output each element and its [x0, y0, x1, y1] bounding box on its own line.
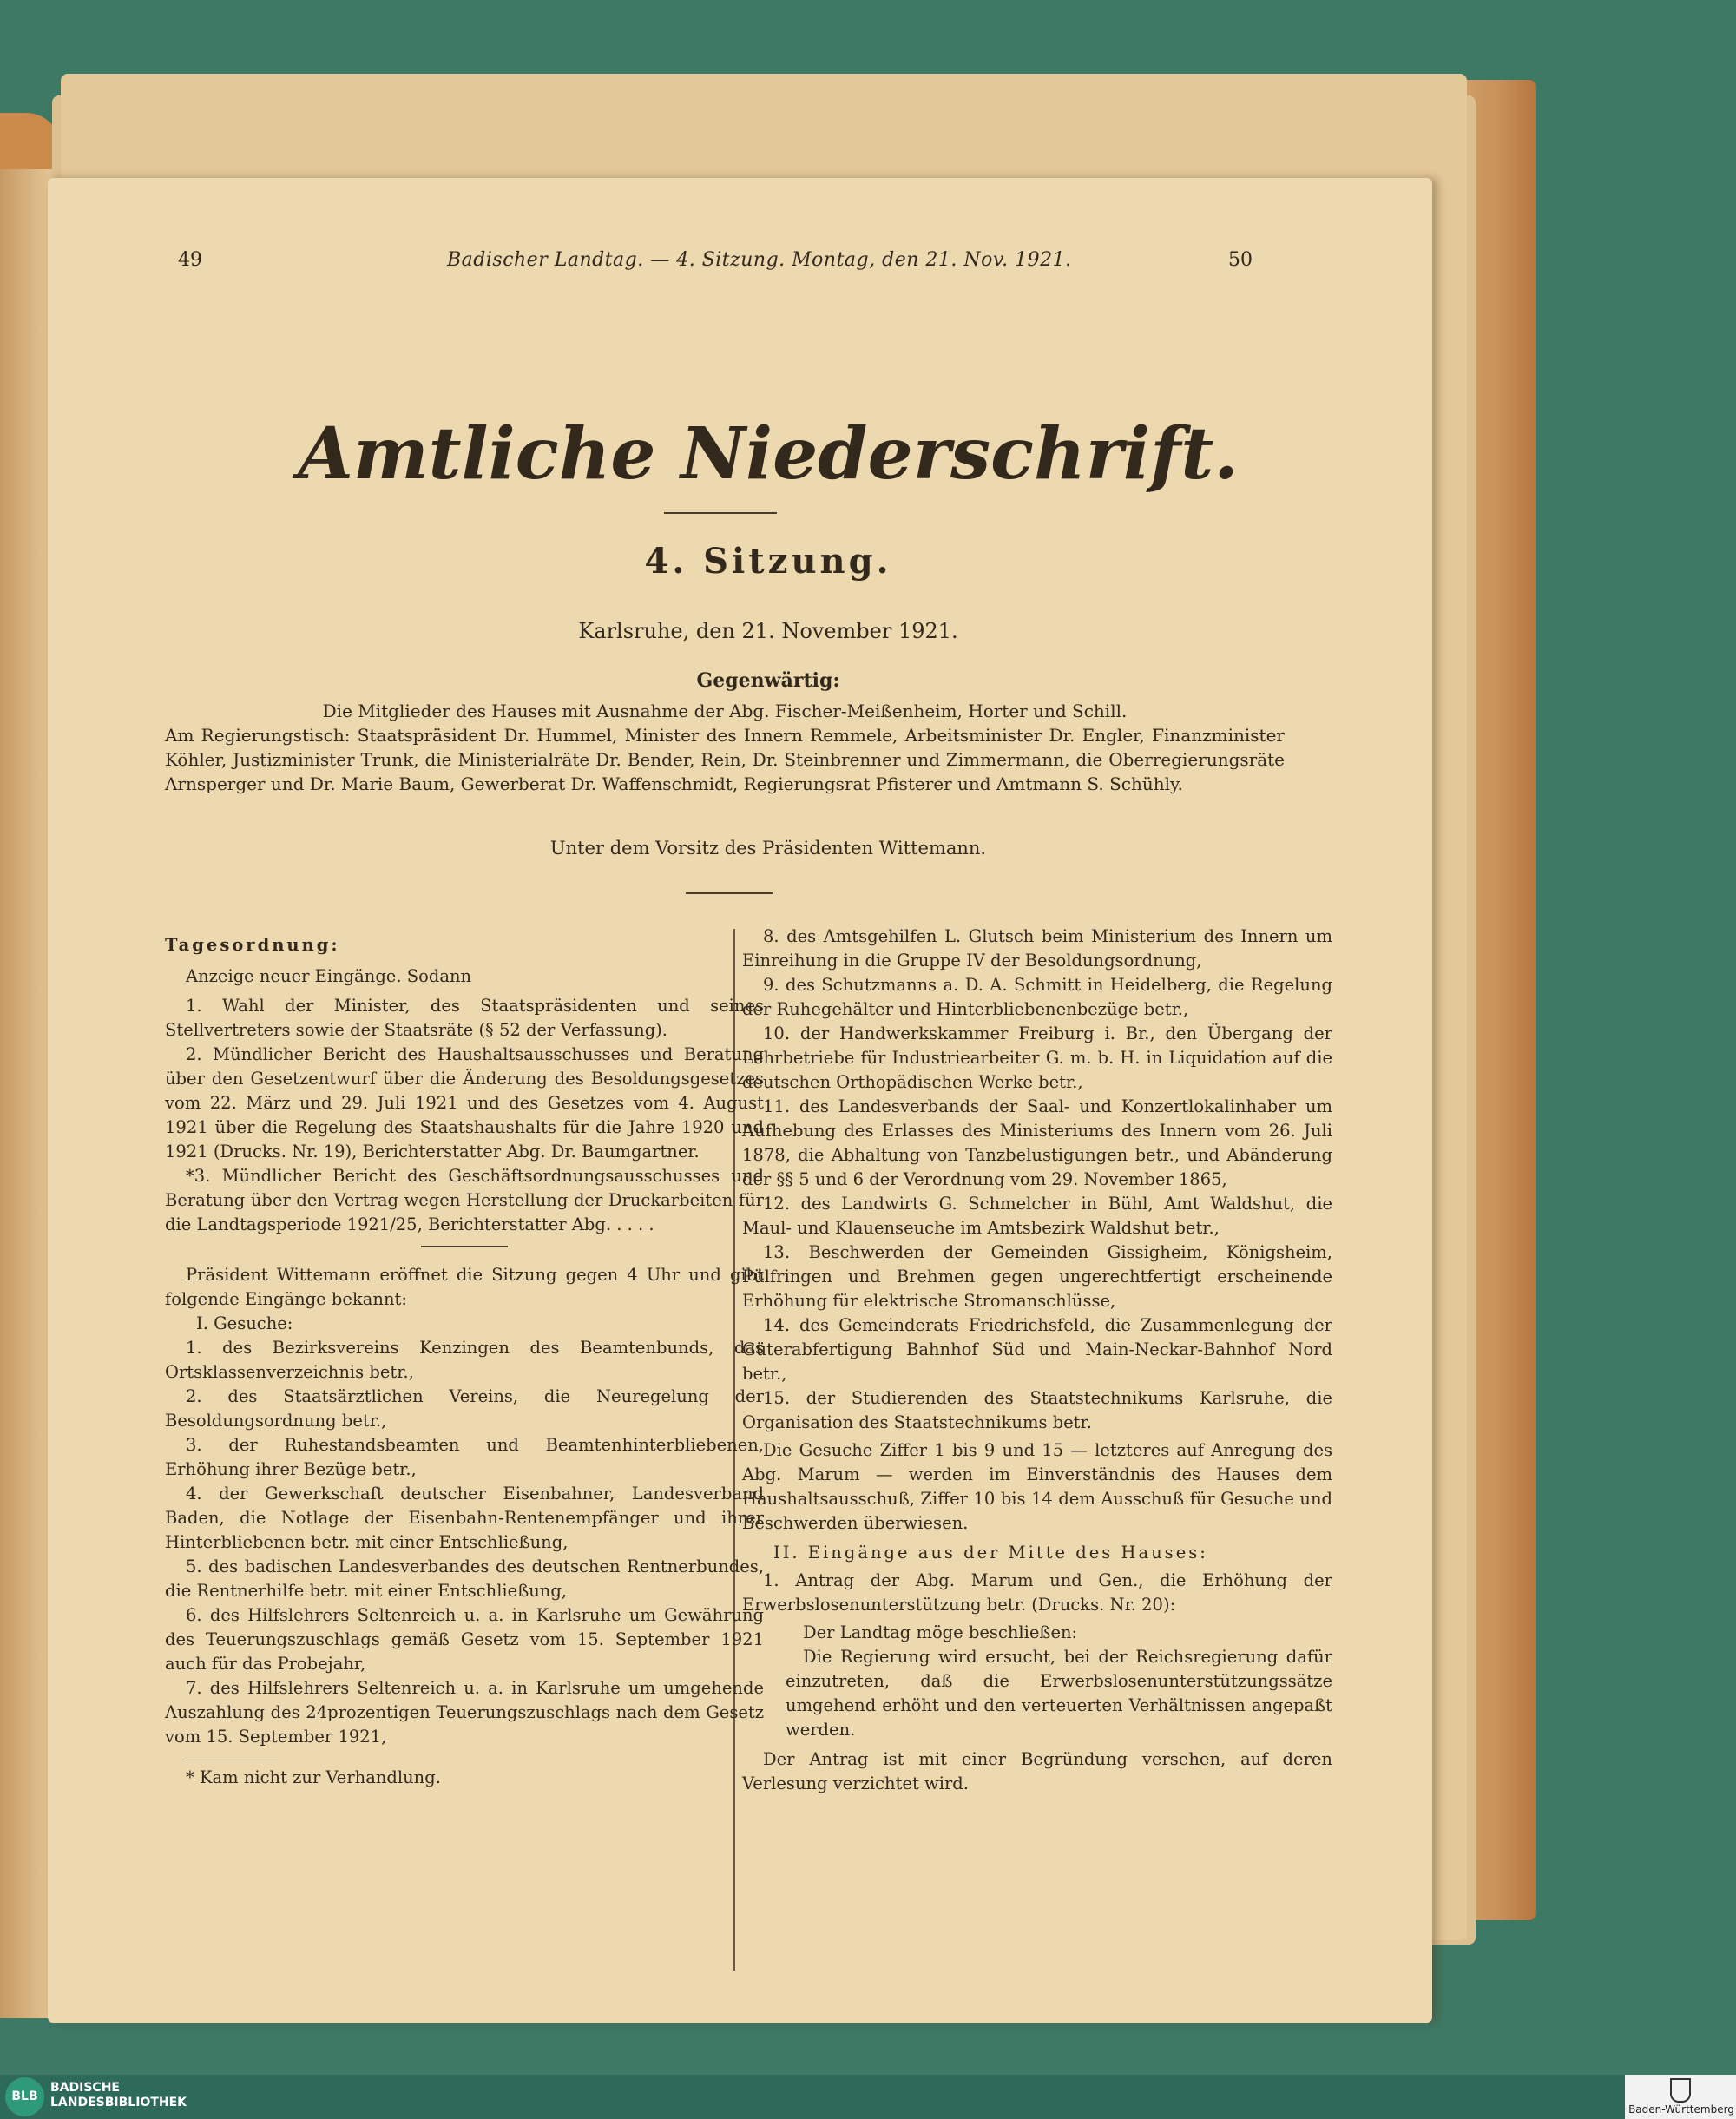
agenda-item: *3. Mündlicher Bericht des Geschäftsordnungsausschusses und Beratung über den Vertrag wegen Herstellung der Druckarbeiten für die Landtagsperiode 1921/25, Berichterstatter Abg. . . . .: [165, 1166, 764, 1234]
footnote: * Kam nicht zur Verhandlung.: [186, 1767, 441, 1787]
motion-paragraph: 1. Antrag der Abg. Marum und Gen., die Erhöhung der Erwerbslosenunterstützung betr. (Drucks. Nr. 20):: [742, 1570, 1332, 1615]
petition-item: 9. des Schutzmanns a. D. A. Schmitt in Heidelberg, die Regelung der Ruhegehälter und Hinterbliebenenbezüge betr.,: [742, 975, 1332, 1019]
section-rule: [686, 892, 773, 894]
petition-item: 7. des Hilfslehrers Seltenreich u. a. in Karlsruhe um umgehende Auszahlung des 24prozentigen Teuerungszuschlags nach dem Gesetz vom 15. September 1921,: [165, 1678, 764, 1747]
region-name: Baden-Württemberg: [1628, 2103, 1734, 2116]
petition-item: 14. des Gemeinderats Friedrichsfeld, die Zusammenlegung der Güterabfertigung Bahnhof Süd und Main-Neckar-Bahnhof Nord betr.,: [742, 1315, 1332, 1384]
petition-item: 15. der Studierenden des Staatstechnikums Karlsruhe, die Organisation des Staatstechnikums betr.: [742, 1388, 1332, 1432]
library-name-line2: LANDESBIBLIOTHEK: [50, 2096, 187, 2109]
viewer-footer: [0, 2075, 1736, 2119]
petition-item: 11. des Landesverbands der Saal- und Konzertlokalinhaber um Aufhebung des Erlasses des Ministeriums des Innern vom 26. Juli 1878, die Abhaltung von Tanzbelustigungen betr., und Abänderung der §§ 5 und 6 der Verordnung vom 29. November 1865,: [742, 1096, 1332, 1189]
section2-heading: II. Eingänge aus der Mitte des Hauses:: [773, 1543, 1208, 1563]
agenda-item: 1. Wahl der Minister, des Staatspräsidenten und seines Stellvertreters sowie der Staatsräte (§ 52 der Verfassung).: [165, 996, 764, 1040]
petition-item: 12. des Landwirts G. Schmelcher in Bühl, Amt Waldshut, die Maul- und Klauenseuche im Amtsbezirk Waldshut betr.,: [742, 1194, 1332, 1238]
petition-item: 13. Beschwerden der Gemeinden Gissigheim, Königsheim, Pülfringen und Brehmen gegen ungerechtfertigt erscheinende Erhöhung für elektrische Stromanschlüsse,: [742, 1242, 1332, 1311]
blb-logo[interactable]: BLB: [5, 2077, 44, 2116]
agenda-item: 2. Mündlicher Bericht des Haushaltsausschusses und Beratung über den Gesetzentwurf über die Änderung des Besoldungsgesetzes vom 22. März und 29. Juli 1921 und des Gesetzes vom 4. August 1921 über die Regelung des Staatshaushalts für die Jahre 1920 und 1921 (Drucks. Nr. 19), Berichterstatter Abg. Dr. Baumgartner.: [165, 1044, 764, 1162]
petition-item: 5. des badischen Landesverbandes des deutschen Rentnerbundes, die Rentnerhilfe betr. mit einer Entschließung,: [165, 1556, 764, 1601]
petition-item: 2. des Staatsärztlichen Vereins, die Neuregelung der Besoldungsordnung betr.,: [165, 1386, 764, 1431]
session-title: 4. Sitzung.: [644, 541, 892, 582]
agenda-rule: [421, 1246, 508, 1247]
document-page: [48, 178, 1432, 2023]
region-logo[interactable]: [1625, 2075, 1736, 2119]
motion-text: Die Regierung wird ersucht, bei der Reichsregierung dafür einzutreten, daß die Erwerbslosenunterstützungssätze umgehend erhöht und den verteuerten Verhältnissen angepaßt werden.: [786, 1647, 1332, 1740]
left-column: [165, 933, 764, 1790]
document-title: Amtliche Niederschrift.: [298, 412, 1239, 496]
petition-item: 3. der Ruhestandsbeamten und Beamtenhinterbliebenen, Erhöhung ihrer Bezüge betr.,: [165, 1435, 764, 1479]
page-number-left: 49: [178, 249, 202, 271]
right-column: [742, 925, 1332, 1796]
place-date: Karlsruhe, den 21. November 1921.: [578, 619, 958, 643]
petition-item: 10. der Handwerkskammer Freiburg i. Br., den Übergang der Lehrbetriebe für Industriearbeiter G. m. b. H. in Liquidation auf die deutschen Orthopädischen Werke betr.,: [742, 1023, 1332, 1092]
present-heading: Gegenwärtig:: [696, 669, 840, 692]
referral-paragraph: Die Gesuche Ziffer 1 bis 9 und 15 — letzteres auf Anregung des Abg. Marum — werden im Einverständnis des Hauses dem Haushaltsausschuß, Ziffer 10 bis 14 dem Ausschuß für Gesuche und Beschwerden überwiesen.: [742, 1440, 1332, 1533]
present-block: [165, 699, 1285, 796]
running-title: Badischer Landtag. — 4. Sitzung. Montag, den 21. Nov. 1921.: [447, 249, 1072, 271]
petition-item: 8. des Amtsgehilfen L. Glutsch beim Ministerium des Innern um Einreihung in die Gruppe IV der Besoldungsordnung,: [742, 926, 1332, 971]
chair-line: Unter dem Vorsitz des Präsidenten Wittemann.: [549, 838, 987, 859]
present-government: Am Regierungstisch: Staatspräsident Dr. Hummel, Minister des Innern Remmele, Arbeitsminister Dr. Engler, Finanzminister Köhler, Justizminister Trunk, die Ministerialräte Dr. Bender, Rein, Dr. Steinbrenner und Zimmermann, die Oberregierungsräte Arnsperger und Dr. Marie Baum, Gewerberat Dr. Waffenschmidt, Regierungsrat Pfisterer und Amtmann S. Schühly.: [165, 725, 1285, 794]
page-number-right: 50: [1228, 249, 1253, 271]
petition-item: 1. des Bezirksvereins Kenzingen des Beamtenbunds, das Ortsklassenverzeichnis betr.,: [165, 1338, 764, 1382]
agenda-heading: Tagesordnung:: [165, 935, 340, 955]
agenda-intro: Anzeige neuer Eingänge. Sodann: [186, 966, 472, 986]
petition-item: 6. des Hilfslehrers Seltenreich u. a. in Karlsruhe um Gewährung des Teuerungszuschlags gemäß Gesetz vom 15. September 1921 auch für das Probejahr,: [165, 1605, 764, 1674]
library-name-line1: BADISCHE: [50, 2081, 120, 2095]
closing-paragraph: Der Antrag ist mit einer Begründung versehen, auf deren Verlesung verzichtet wird.: [742, 1749, 1332, 1793]
petitions-heading: I. Gesuche:: [196, 1313, 293, 1333]
coat-of-arms-icon: [1670, 2078, 1691, 2103]
library-name[interactable]: [50, 2081, 187, 2110]
opening-statement: Präsident Wittemann eröffnet die Sitzung gegen 4 Uhr und gibt folgende Eingänge bekannt:: [165, 1265, 764, 1309]
present-members: Die Mitglieder des Hauses mit Ausnahme der Abg. Fischer-Meißenheim, Horter und Schill.: [322, 701, 1128, 721]
motion-intro: Der Landtag möge beschließen:: [803, 1622, 1078, 1642]
title-rule: [664, 512, 777, 514]
petition-item: 4. der Gewerkschaft deutscher Eisenbahner, Landesverband Baden, die Notlage der Eisenbahn-Rentenempfänger und ihrer Hinterbliebenen betr. mit einer Entschließung,: [165, 1484, 764, 1552]
